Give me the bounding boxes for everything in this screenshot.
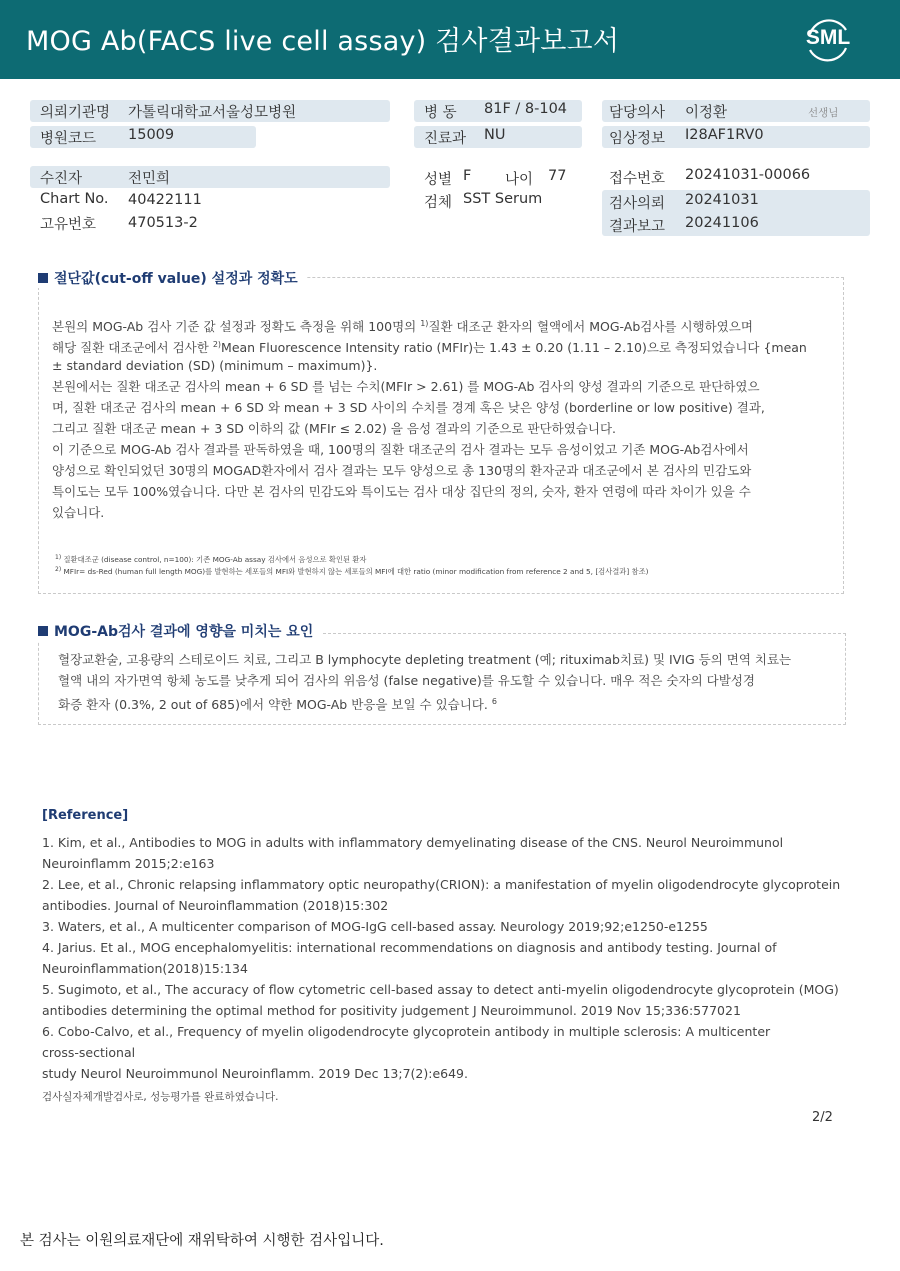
patient-label: 수진자 — [40, 171, 83, 187]
reference-line: 4. Jarius. Et al., MOG encephalomyelitis: international recommendations on diagnosis and antibody testing. Journal of — [42, 940, 777, 955]
patient-row — [30, 166, 390, 188]
chart-value: 40422111 — [128, 192, 202, 208]
page-number: 2/2 — [812, 1110, 833, 1125]
square-bullet-icon — [38, 273, 48, 283]
footnote-1 — [55, 554, 366, 565]
factors-line-3-text: 화증 환자 (0.3%, 2 out of 685)에서 약한 MOG-Ab 반응을 보일 수 있습니다. — [58, 697, 488, 712]
cutoff-line-1a: 본원의 MOG-Ab 검사 기준 값 설정과 정확도 측정을 위해 100명의 — [52, 319, 417, 334]
receipt-label: 접수번호 — [609, 171, 666, 187]
logo-text: SML — [805, 26, 851, 49]
age-value: 77 — [548, 168, 567, 184]
validation-note: 검사실자체개발검사로, 성능평가를 완료하였습니다. — [42, 1091, 279, 1103]
bottom-note: 본 검사는 이원의료재단에 재위탁하여 시행한 검사입니다. — [20, 1233, 384, 1249]
footnote-2-mark: 2) — [55, 566, 62, 573]
cutoff-line-2a: 해당 질환 대조군에서 검사한 — [52, 340, 209, 355]
sup-2: 2) — [212, 340, 222, 349]
report-title: MOG Ab(FACS live cell assay) 검사결과보고서 — [26, 26, 620, 57]
doctor-label: 담당의사 — [609, 105, 666, 121]
reference-line: 1. Kim, et al., Antibodies to MOG in adults with inflammatory demyelinating disease of the CNS. Neurol Neuroimmunol — [42, 835, 784, 850]
cutoff-line-6: 그리고 질환 대조군 mean + 3 SD 이하의 값 (MFIr ≤ 2.02) 을 음성 결과의 기준으로 판단하였습니다. — [52, 421, 617, 436]
footnote-1-mark: 1) — [55, 554, 62, 561]
factors-line-1: 혈장교환술, 고용량의 스테로이드 치료, 그리고 B lymphocyte depleting treatment (예; rituximab치료) 및 IVIG 등의 면역 치료는 — [58, 652, 792, 667]
sup-1: 1) — [420, 319, 429, 328]
report-value: 20241106 — [685, 215, 759, 231]
reference-line: antibodies. Journal of Neuroinflammation (2018)15:302 — [42, 898, 389, 913]
clinical-label: 임상정보 — [609, 131, 666, 147]
sex-label: 성별 — [424, 172, 453, 188]
reference-line: 5. Sugimoto, et al., The accuracy of flow cytometric cell-based assay to detect anti-myelin oligodendrocyte glycoprotein (MOG) — [42, 982, 839, 997]
doctor-suffix: 선생님 — [808, 107, 839, 119]
square-bullet-icon — [38, 626, 48, 636]
cutoff-section-title — [38, 268, 306, 288]
reference-line: 6. Cobo-Calvo, et al., Frequency of myelin oligodendrocyte glycoprotein antibody in multiple sclerosis: A multicenter — [42, 1024, 771, 1039]
ward-value: 81F / 8-104 — [484, 101, 568, 117]
dept-value: NU — [484, 127, 506, 143]
cutoff-line-9: 특이도는 모두 100%였습니다. 다만 본 검사의 민감도와 특이도는 검사 대상 집단의 정의, 숫자, 환자 연령에 따라 차이가 있을 수 — [52, 484, 751, 499]
factors-line-3 — [58, 691, 497, 715]
age-label: 나이 — [505, 172, 534, 188]
cutoff-line-4: 본원에서는 질환 대조군 검사의 mean + 6 SD 를 넘는 수치(MFIr > 2.61) 를 MOG-Ab 검사의 양성 결과의 기준으로 판단하였으 — [52, 379, 760, 394]
reference-line: antibodies determining the optimal method for positivity judgement J Neuroimmunol. 2019 Nov 15;336:577021 — [42, 1003, 741, 1018]
doctor-value: 이정환 — [685, 105, 728, 121]
report-header — [0, 0, 900, 79]
patient-value: 전민희 — [128, 171, 171, 187]
footnote-2-text: MFIr= ds-Red (human full length MOG)를 발현하는 세포들의 MFI와 발현하지 않는 세포들의 MFI에 대한 ratio (minor modification from reference 2 and 5, [검사결과] 참조) — [63, 567, 649, 576]
institution-label: 의뢰기관명 — [40, 105, 111, 121]
factors-title-text: MOG-Ab검사 결과에 영향을 미치는 요인 — [54, 624, 314, 640]
reference-line: Neuroinflamm 2015;2:e163 — [42, 856, 215, 871]
sup-6: 6 — [491, 697, 497, 706]
specimen-value: SST Serum — [463, 191, 543, 207]
hospital-code-label: 병원코드 — [40, 131, 97, 147]
cutoff-title-text: 절단값(cut-off value) 설정과 정확도 — [54, 271, 298, 287]
specimen-label: 검체 — [424, 195, 453, 211]
sml-logo-icon — [800, 12, 856, 68]
reference-line: Neuroinflammation(2018)15:134 — [42, 961, 248, 976]
unique-label: 고유번호 — [40, 217, 97, 233]
footnote-1-text: 질환대조군 (disease control, n=100): 기존 MOG-Ab assay 검사에서 음성으로 확인된 환자 — [63, 555, 367, 564]
cutoff-line-5: 며, 질환 대조군 검사의 mean + 6 SD 와 mean + 3 SD 사이의 수치를 경계 혹은 낮은 양성 (borderline or low positive) 결과, — [52, 400, 765, 415]
reference-title: [Reference] — [42, 808, 129, 823]
institution-value: 가톨릭대학교서울성모병원 — [128, 105, 297, 121]
chart-label: Chart No. — [40, 191, 109, 207]
factors-line-2: 혈액 내의 자가면역 항체 농도를 낮추게 되어 검사의 위음성 (false negative)를 유도할 수 있습니다. 매우 적은 숫자의 다발성경 — [58, 673, 755, 688]
cutoff-line-2b: Mean Fluorescence Intensity ratio (MFIr)는 1.43 ± 0.20 (1.11 – 2.10)으로 측정되었습니다 {mean — [221, 340, 807, 355]
dept-label: 진료과 — [424, 131, 467, 147]
cutoff-line-7: 이 기준으로 MOG-Ab 검사 결과를 판독하였을 때, 100명의 질환 대조군의 검사 결과는 모두 음성이었고 기존 MOG-Ab검사에서 — [52, 442, 749, 457]
request-value: 20241031 — [685, 192, 759, 208]
clinical-value: I28AF1RV0 — [685, 127, 764, 143]
unique-value: 470513-2 — [128, 215, 198, 231]
report-label: 결과보고 — [609, 219, 666, 235]
cutoff-line-10: 있습니다. — [52, 505, 105, 520]
reference-line: cross-sectional — [42, 1045, 136, 1060]
sex-value: F — [463, 168, 472, 184]
reference-line: 3. Waters, et al., A multicenter comparison of MOG-IgG cell-based assay. Neurology 2019;92;e1250-e1255 — [42, 919, 708, 934]
receipt-value: 20241031-00066 — [685, 167, 811, 183]
request-label: 검사의뢰 — [609, 196, 666, 212]
cutoff-line-1b: 질환 대조군 환자의 혈액에서 MOG-Ab검사를 시행하였으며 — [428, 319, 753, 334]
footnote-2 — [55, 566, 648, 577]
factors-section-title — [38, 621, 321, 641]
cutoff-line-8: 양성으로 확인되었던 30명의 MOGAD환자에서 검사 결과는 모두 양성으로 총 130명의 환자군과 대조군에서 본 검사의 민감도와 — [52, 463, 752, 478]
reference-line: 2. Lee, et al., Chronic relapsing inflammatory optic neuropathy(CRION): a manifestation of myelin oligodendrocyte glycoprotein — [42, 877, 841, 892]
cutoff-line-3: ± standard deviation (SD) (minimum – maximum)}. — [52, 358, 378, 373]
ward-label: 병 동 — [424, 105, 457, 121]
reference-line: study Neurol Neuroimmunol Neuroinflamm. 2019 Dec 13;7(2):e649. — [42, 1066, 468, 1081]
hospital-code-value: 15009 — [128, 127, 175, 143]
